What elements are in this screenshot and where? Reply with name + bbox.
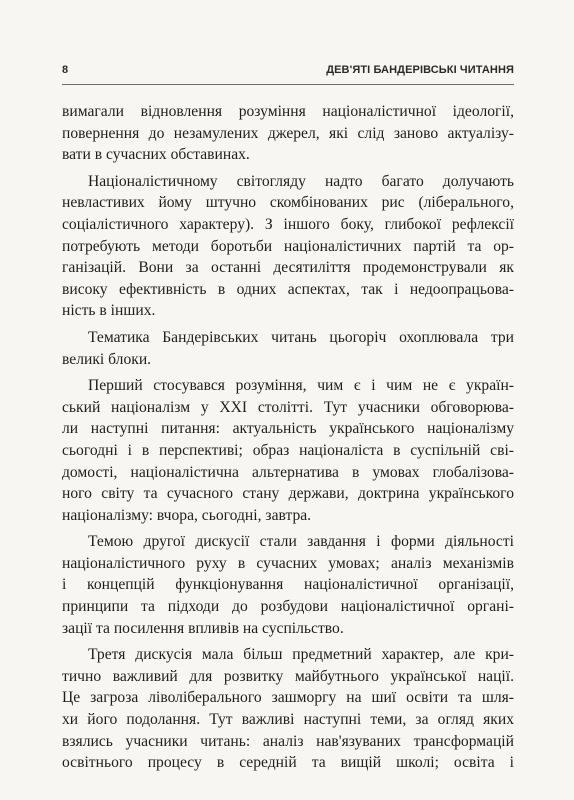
text-line: Тематика Бандерівських читань цьогоріч охоплювала три: [88, 328, 514, 346]
paragraph: [62, 327, 514, 370]
text-line: Перший стосувався розуміння, чим є і чим не є україн-: [88, 377, 514, 395]
text-line: високу ефективність в одних аспектах, так і недоопрацьова-: [62, 280, 514, 298]
paragraph: [62, 531, 514, 639]
text-line: великі блоки.: [62, 350, 152, 368]
page-number: 8: [62, 64, 69, 76]
text-line: і концепцій функціонування націоналістичної організації,: [62, 576, 514, 594]
paragraph: [62, 101, 514, 166]
text-line: освітнього процесу в середній та вищій школі; освіта і: [62, 754, 514, 772]
text-line: невластивих йому штучно скомбінованих рис (ліберального,: [62, 194, 514, 212]
paragraph: [62, 375, 514, 526]
running-title: ДЕВ'ЯТІ БАНДЕРІВСЬКІ ЧИТАННЯ: [326, 64, 514, 76]
text-line: ли наступні питання: актуальність українського націоналізму: [62, 420, 514, 438]
text-line: вимагали відновлення розуміння націоналістичної ідеології,: [62, 103, 514, 120]
header-divider: [62, 84, 514, 85]
text-line: ганізацій. Вони за останні десятиліття продемонстрували як: [62, 259, 514, 277]
text-line: повернення до незамулених джерел, які слід заново актуалізу-: [62, 124, 514, 142]
text-line: соціалістичного характеру). З іншого боку, глибокої рефлексії: [62, 215, 514, 233]
body-text: [62, 101, 514, 779]
text-line: ський націоналізм у ХХІ столітті. Тут учасники обговорюва-: [62, 398, 514, 416]
text-line: взялись учасники читань: аналіз нав'язуваних трансформацій: [62, 732, 514, 750]
text-line: Темою другої дискусії стали завдання і форми діяльності: [88, 533, 514, 551]
text-line: націоналізму: вчора, сьогодні, завтра.: [62, 506, 312, 524]
text-line: Це загроза ліволіберального зашморгу на шиї освіти та шля-: [62, 689, 514, 707]
text-line: зації та посилення впливів на суспільство.: [62, 619, 344, 637]
text-line: ного світу та сучасного стану держави, доктрина українського: [62, 485, 514, 503]
text-line: тично важливий для розвитку майбутнього української нації.: [62, 667, 514, 685]
text-line: націоналістичного руху в сучасних умовах; аналіз механізмів: [62, 554, 514, 572]
text-line: ність в інших.: [62, 302, 156, 320]
page-header: [62, 64, 514, 80]
paragraph: [62, 171, 514, 322]
text-line: сьогодні і в перспективі; образ націоналіста в суспільній сві-: [62, 441, 514, 459]
text-line: хи його подолання. Тут важливі наступні теми, за огляд яких: [62, 711, 514, 729]
text-line: Третя дискусія мала більш предметний характер, але кри-: [88, 646, 514, 664]
text-line: принципи та підходи до розбудови націоналістичної органі-: [62, 598, 514, 616]
paragraph: [62, 644, 514, 774]
text-line: домості, націоналістична альтернатива в умовах глобалізова-: [62, 463, 514, 481]
text-line: потребують методи боротьби націоналістичних партій та ор-: [62, 237, 514, 255]
text-line: Націоналістичному світогляду надто багато долучають: [88, 172, 514, 190]
text-line: вати в сучасних обставинах.: [62, 146, 250, 164]
